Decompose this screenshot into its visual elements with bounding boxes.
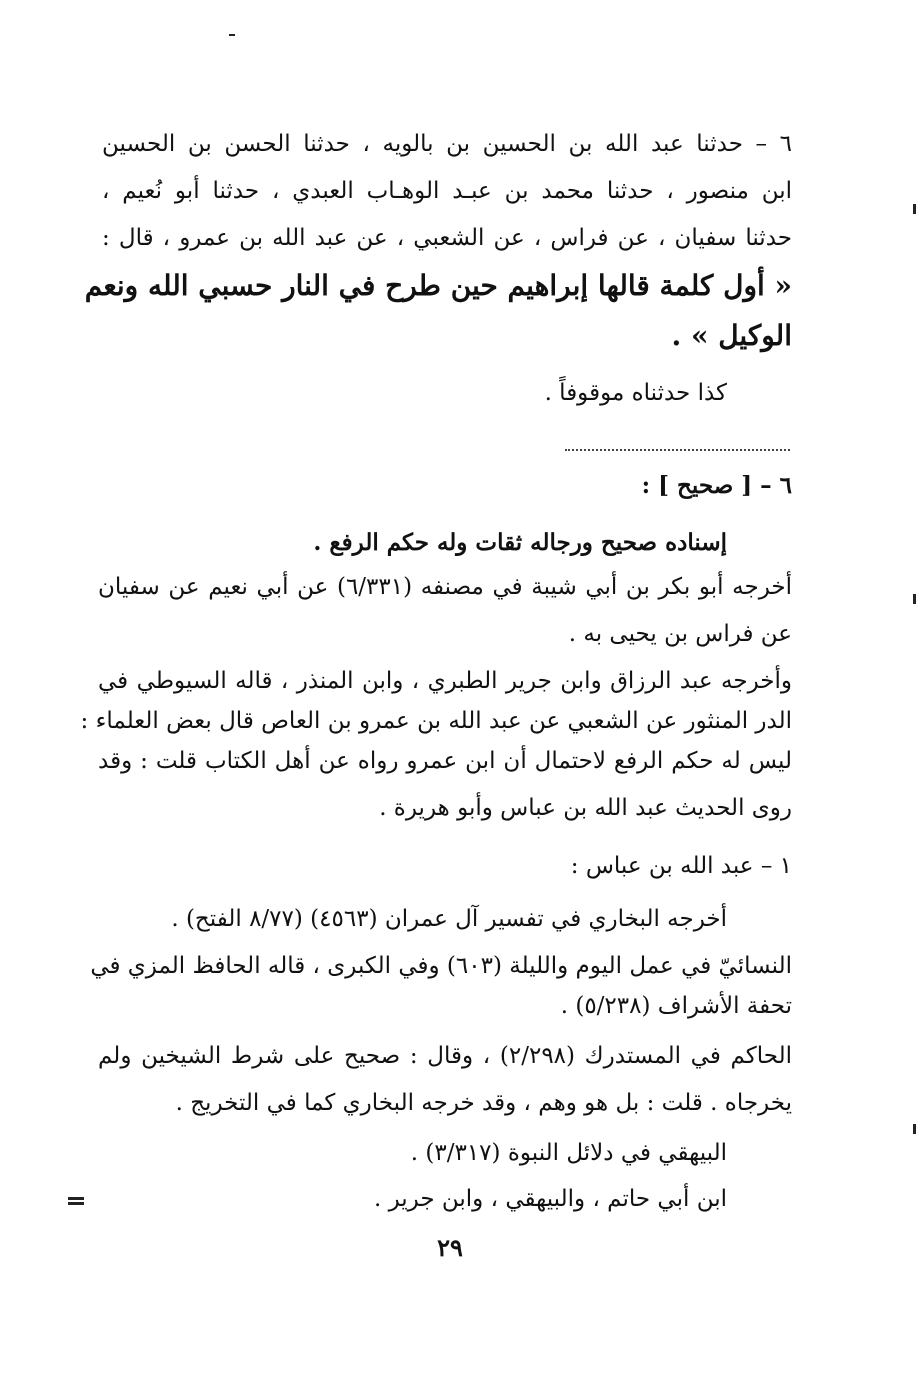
footnote-p1-line-2: عن فراس بن يحيى به .: [568, 621, 792, 647]
scan-mark-right-3: [913, 1124, 916, 1134]
scan-mark-right-1: [913, 204, 916, 214]
hadith-note: كذا حدثناه موقوفاً .: [544, 380, 727, 406]
source-hakim-line-1: الحاكم في المستدرك (٢/٢٩٨) ، وقال : صحيح على شرط الشيخين ولم: [98, 1043, 792, 1069]
hadith-line-3: حدثنا سفيان ، عن فراس ، عن الشعبي ، عن عبد الله بن عمرو ، قال :: [102, 225, 792, 251]
footnote-p2-line-4: روى الحديث عبد الله بن عباس وأبو هريرة .: [379, 795, 792, 821]
source-hakim-line-2: يخرجاه . قلت : بل هو وهم ، وقد خرجه البخاري كما في التخريج .: [175, 1090, 792, 1116]
hadith-matn-line-2: الوكيل » .: [671, 319, 792, 352]
source-nasai-line-2: تحفة الأشراف (٥/٢٣٨) .: [560, 993, 792, 1019]
scan-mark-left: [68, 1197, 84, 1200]
footnote-p2-line-1: وأخرجه عبد الرزاق وابن جرير الطبري ، وابن المنذر ، قاله السيوطي في: [98, 668, 792, 694]
hadith-line-1: ٦ – حدثنا عبد الله بن الحسين بن بالويه ، حدثنا الحسن بن الحسين: [102, 131, 792, 157]
page-number: ٢٩: [437, 1233, 463, 1262]
source-others: ابن أبي حاتم ، والبيهقي ، وابن جرير .: [373, 1186, 727, 1212]
scan-mark-left-2: [68, 1202, 84, 1205]
footnote-separator: [565, 449, 790, 451]
scan-mark-right-2: [913, 594, 916, 604]
footnote-sub-heading: ١ – عبد الله بن عباس :: [570, 853, 792, 879]
footnote-heading: ٦ – [ صحيح ] :: [641, 472, 792, 499]
footnote-p1-line-1: أخرجه أبو بكر بن أبي شيبة في مصنفه (٦/٣٣١) عن أبي نعيم عن سفيان: [98, 574, 792, 600]
hadith-matn-line-1: « أول كلمة قالها إبراهيم حين طرح في النار حسبي الله ونعم: [84, 269, 792, 302]
source-nasai-line-1: النسائيّ في عمل اليوم والليلة (٦٠٣) وفي الكبرى ، قاله الحافظ المزي في: [90, 953, 792, 979]
footnote-p2-line-2: الدر المنثور عن الشعبي عن عبد الله بن عمرو بن العاص قال بعض العلماء :: [80, 708, 792, 734]
scan-mark-top: [229, 34, 235, 36]
source-bukhari: أخرجه البخاري في تفسير آل عمران (٤٥٦٣) (٨/٧٧ الفتح) .: [171, 906, 727, 932]
hadith-line-2: ابن منصور ، حدثنا محمد بن عبـد الوهـاب العبدي ، حدثنا أبو نُعيم ،: [102, 178, 792, 204]
footnote-ruling: إسناده صحيح ورجاله ثقات وله حكم الرفع .: [313, 529, 727, 556]
source-bayhaqi: البيهقي في دلائل النبوة (٣/٣١٧) .: [410, 1140, 727, 1166]
footnote-p2-line-3: ليس له حكم الرفع لاحتمال أن ابن عمرو رواه عن أهل الكتاب قلت : وقد: [98, 748, 792, 774]
